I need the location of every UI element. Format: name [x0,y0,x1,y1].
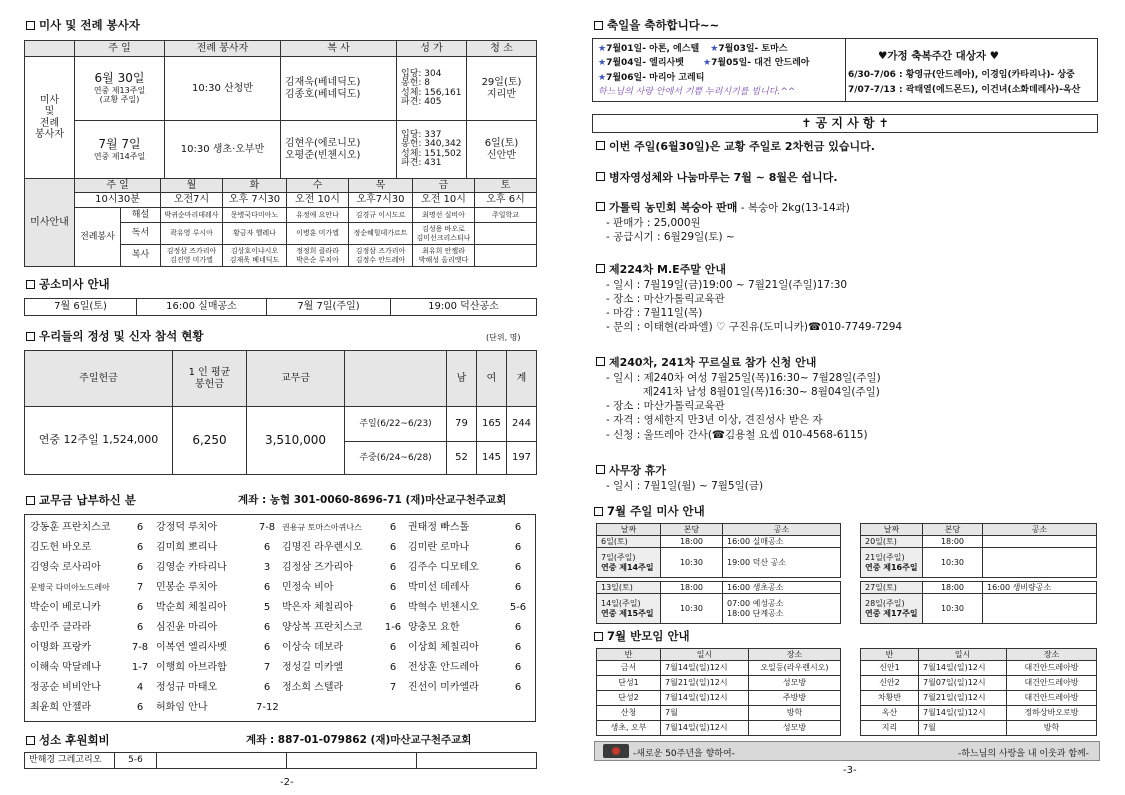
donor-name: 김정삼 즈가리아 [282,562,353,574]
mass-row: 13일(토) 18:00 16:00 생초공소 [597,582,841,594]
donor-name [406,698,504,718]
donor-months: 6 [514,622,522,634]
notice-5: 제240차, 241차 꾸르실료 참가 신청 안내 - 일시 : 제240차 여성 7월25일(목)16:30~ 7월28일(주일) 제241차 남성 8월01일(목)16:30~ 8월04일(주일) - 장소 : 마산가톨릭교육관 - 자격 : 영세한지 만3년 이상, 견진성사 받은 자 - 신청 : 울뜨레아 간사(☎김용철 요셉 010-4568-6115) [596,356,881,442]
mass-table-left: 날짜 본당 공소 6일(토) 18:00 16:00 실매공소 7일(주일) 연중 제14주일 10:30 19:00 덕산 공소 13일(토) 18:00 16:00 생초공소 14일(주일) 연중 제15주일 10:30 07:00 예성공소 18:00 단계공소 [596,523,841,624]
donor-name: 정성길 미카엘 [282,662,344,674]
donor-name: 박은자 체칠리아 [282,602,353,614]
donor-months: 6 [389,562,397,574]
ban-table-left: 반 일시 장소 금서 7월14일(일)12시 오일등(라우렌시오) 단성1 7월21일(일)12시 성모방 단성2 7월14일(일)12시 주방방 산청 7월 방학 생초, 오부 7월14일(일)12시 성모방 [596,648,841,736]
mass-row: 6일(토) 18:00 16:00 실매공소 [597,536,841,548]
donor-name: 이명화 프랑카 [30,642,92,654]
donor-row [28,538,532,558]
donor-months [380,698,406,718]
mass-row: 27일(토) 18:00 16:00 생비량공소 [861,582,1097,594]
donor-months: 7-8 [258,522,276,534]
donor-months: 7 [389,682,397,694]
donor-months: 7 [136,582,144,594]
donor-name [280,698,380,718]
mass-row: 7일(주일) 연중 제14주일 10:30 19:00 덕산 공소 [597,548,841,578]
footer-bar: -새로운 50주년을 향하여- -하느님의 사랑을 내 이웃과 함께- [594,741,1100,761]
unit-label: (단위, 명) [486,333,521,342]
donor-months: 6 [263,542,271,554]
section-title-offering: 우리들의 정성 및 신자 참석 현황 [26,328,203,344]
page-number-left: -2- [280,777,294,788]
donor-name: 박순희 체칠리아 [156,602,227,614]
donor-name: 강동훈 프란치스코 [30,522,111,534]
donor-name: 이상숙 데보라 [282,642,344,654]
donor-name: 진선이 미카엘라 [408,682,479,694]
donor-name: 전상훈 안드레아 [408,662,479,674]
vocation-account: 계좌 : 887-01-079862 (재)마산교구천주교회 [246,734,472,746]
donor-months: 6 [136,542,144,554]
dues-list [28,518,532,718]
donor-months: 7-12 [256,702,279,714]
logo-icon [603,744,629,758]
donor-months: 6 [389,662,397,674]
mass-row: 21일(주일) 연중 제16주일 10:30 [861,548,1097,578]
ban-table-right: 반 일시 장소 신안1 7월14일(일)12시 대건안드레아방 신안2 7월07일(일)12시 대건안드레아방 차황반 7월21일(일)12시 대건안드레아방 옥산 7월14일(일)12시 정하상바오로방 지리 7월 방학 [860,648,1097,736]
ban-row: 단성2 7월14일(일)12시 주방방 [597,691,841,706]
donor-months: 6 [136,522,144,534]
donor-months: 5 [263,602,271,614]
donor-name: 문병국 다미아노드레아 [30,583,110,593]
row-label: 미사 및 전례 봉사자 [25,57,75,179]
ban-row: 생초, 오부 7월14일(일)12시 성모방 [597,721,841,736]
donor-months: 6 [389,582,397,594]
ban-row: 옥산 7월14일(일)12시 정하상바오로방 [861,706,1097,721]
mass-guide-table: 미사안내 주 일 월 화 수 목 금 토 10시30분 오전7시 오후 7시30 오전 10시 오후7시30 오전 10시 오후 6시 전례봉사 해설 박귀순마리데레사 문병국다미아노 유정애 요안나 김경규 이시도르 최명선 실비아 주일학교 독서 곽유영 루시아 황금자 헬레나 이병훈 미가엘 정순혜힐데가르트 김성용 바오로 김미선크리스티나 복사 김정삼 즈가리아 김진영 미가엘 김상호이냐시오 김재욱 베네딕도 정정희 클라라 박은순 루치아 김정삼 즈가리아 김정수 안드레아 최유희 안젤라 박해성 올리엣다 [24,178,537,267]
page-number-right: -3- [843,765,857,776]
donor-name: 민정숙 비아 [282,582,334,594]
donor-months: 1-6 [384,622,402,634]
col-sunday: 주 일 [75,41,165,57]
donor-months: 6 [263,622,271,634]
notice-6: 사무장 휴가 - 일시 : 7월1일(월) ~ 7월5일(금) [596,464,763,493]
donor-months: 6 [263,582,271,594]
section-title-congrats: 축일을 축하합니다~~ [594,17,719,33]
donor-name: 허화임 안나 [156,702,208,714]
donor-months: 6 [136,622,144,634]
donor-row [28,558,532,578]
ban-row: 산청 7월 방학 [597,706,841,721]
donor-name: 김주수 디모테오 [408,562,479,574]
donor-months: 6 [263,642,271,654]
notice-1: 이번 주일(6월30일)은 교황 주일로 2차헌금 있습니다. [596,140,875,155]
donor-name: 이해숙 막달레나 [30,662,101,674]
section-title-liturgy: 미사 및 전례 봉사자 [26,17,140,33]
donor-name: 양충모 요한 [408,622,460,634]
donor-months: 6 [389,522,397,534]
donor-months: 6 [263,682,271,694]
donor-months: 6 [514,662,522,674]
mass-row: 28일(주일) 연중 제17주일 10:30 [861,594,1097,624]
ban-row: 차황반 7월21일(일)12시 대건안드레아방 [861,691,1097,706]
donor-name: 이행희 아브라함 [156,662,227,674]
notice-3: 가톨릭 농민회 복숭아 판매 - 복숭아 2kg(13-14과) - 판매가 : 25,000원 - 공급시기 : 6월29일(토) ~ [596,201,850,244]
mass-row: 20일(토) 18:00 [861,536,1097,548]
donor-row [28,518,532,538]
donor-name: 강정덕 루치아 [156,522,218,534]
donor-name: 박혁수 빈첸시오 [408,602,479,614]
section-title-ban: 7월 반모임 안내 [594,628,690,644]
donor-months: 4 [136,682,144,694]
donor-name: 심진윤 마리아 [156,622,218,634]
notice-title: ✝ 공 지 사 항 ✝ [592,114,1098,133]
donor-name: 정소희 스텔라 [282,682,344,694]
donor-months: 6 [514,542,522,554]
dues-account: 계좌 : 농협 301-0060-8696-71 (재)마산교구천주교회 [238,494,507,506]
mass-row: 14일(주일) 연중 제15주일 10:30 07:00 예성공소 18:00 단계공소 [597,594,841,624]
donor-months: 6 [514,682,522,694]
donor-months: 7-8 [131,642,149,654]
donor-months [504,698,532,718]
donor-name: 민봉순 루치아 [156,582,218,594]
feast-list: ★7월01일- 아론, 에스텔 ★7월03일- 토마스 ★7월04일- 엘리사벳 ★7월05일- 대건 안드레아 ★7월06일- 마리아 고레티 하느님의 사랑 안에서 기쁨 누리시기를 빕니다.^^ [598,44,810,98]
donor-name: 박미선 데레사 [408,582,470,594]
donor-row [28,698,532,718]
donor-name: 정공순 비비안나 [30,682,101,694]
family-list: 6/30-7/06 : 황영규(안드레아), 이경임(카타리나)- 상중 7/07-7/13 : 곽태열(에드몬드), 이건녀(소화데레사)-옥산 [848,70,1081,96]
donor-months: 6 [514,642,522,654]
donor-row [28,598,532,618]
donor-name: 김영숙 로사리아 [30,562,101,574]
mission-mass-table: 7월 6일(토) 16:00 실매공소 7월 7일(주일) 19:00 덕산공소 [24,298,537,316]
family-title: ♥가정 축복주간 대상자 ♥ [878,50,1000,62]
donor-months: 7 [263,662,271,674]
donor-months: 6 [514,522,522,534]
offering-table: 주일헌금 1 인 평균 봉헌금 교무금 남 여 계 연중 12주일 1,524,000 6,250 3,510,000 주일(6/22~6/23) 79 165 244 주중(6/24~6/28) 52 145 197 [24,350,537,475]
donor-months: 6 [514,582,522,594]
mass-table-right: 날짜 본당 공소 20일(토) 18:00 21일(주일) 연중 제16주일 10:30 27일(토) 18:00 16:00 생비량공소 28일(주일) 연중 제17주일 10:30 [860,523,1097,624]
donor-name: 정성규 마태오 [156,682,218,694]
donor-name: 김명진 라우렌시오 [282,542,363,554]
donor-months: 6 [389,642,397,654]
section-title-dues: 교무금 납부하신 분 [26,492,136,508]
section-title-july-mass: 7월 주일 미사 안내 [594,503,705,519]
donor-name: 권태정 빠스톨 [408,522,470,534]
vocation-table: 반해경 그레고리오 5-6 [24,752,537,769]
donor-name: 김도헌 바오로 [30,542,92,554]
section-title-vocation: 성소 후원회비 [26,732,110,748]
donor-name: 권용규 토마스아퀴나스 [282,523,362,533]
section-title-mission-mass: 공소미사 안내 [26,276,110,292]
ban-row: 단성1 7월21일(일)12시 성모방 [597,676,841,691]
donor-months: 6 [389,602,397,614]
donor-months: 3 [263,562,271,574]
ban-row: 지리 7월 방학 [861,721,1097,736]
donor-name: 최윤희 안젤라 [30,702,92,714]
ban-row: 금서 7월14일(일)12시 오일등(라우렌시오) [597,661,841,676]
donor-row [28,618,532,638]
ban-row: 신안2 7월07일(일)12시 대건안드레아방 [861,676,1097,691]
donor-months: 5-6 [509,602,527,614]
donor-months: 6 [136,602,144,614]
donor-name: 김영순 카타리나 [156,562,227,574]
donor-name: 송민주 클라라 [30,622,92,634]
notice-4: 제224차 M.E주말 안내 - 일시 : 7월19일(금)19:00 ~ 7월21일(주일)17:30 - 장소 : 마산가톨릭교육관 - 마감 : 7월11일(목) - 문의 : 이태현(라파엘) ♡ 구진유(도미니카)☎010-7749-7294 [596,263,902,335]
donor-row [28,658,532,678]
donor-row [28,578,532,598]
donor-row [28,638,532,658]
donor-months: 1-7 [131,662,149,674]
donor-name: 김미희 뽀리나 [156,542,218,554]
donor-months: 6 [514,562,522,574]
donor-name: 이상희 체칠리아 [408,642,479,654]
donor-row [28,678,532,698]
donor-name: 박순이 베로니카 [30,602,101,614]
ban-row: 신안1 7월14일(일)12시 대건안드레아방 [861,661,1097,676]
donor-months: 6 [136,702,144,714]
donor-months: 6 [389,542,397,554]
donor-name: 김미란 로마나 [408,542,470,554]
donor-name: 이복연 엘리사벳 [156,642,227,654]
donor-months: 6 [136,562,144,574]
donor-name: 양상복 프란치스코 [282,622,363,634]
notice-2: 병자영성체와 나눔마루는 7월 ~ 8월은 쉽니다. [596,171,838,186]
liturgy-table: 주 일 전례 봉사자 복 사 성 가 청 소 미사 및 전례 봉사자 6월 30일 연중 제13주일 (교황 주일) 10:30 산청반 김재욱(베네딕도) 김종호(베네딕도) 입당: 304 봉헌: 8 성체: 156,161 파견: 405 29일(토) 지리반 7월 7일 연중 제14주일 10:30 생초·오부반 김현우(에로니모) 오평준(빈첸시오) 입당: 337 봉헌: 340,342 성체: 151,502 파견: 431 6일(토) 신안반 [24,40,537,179]
